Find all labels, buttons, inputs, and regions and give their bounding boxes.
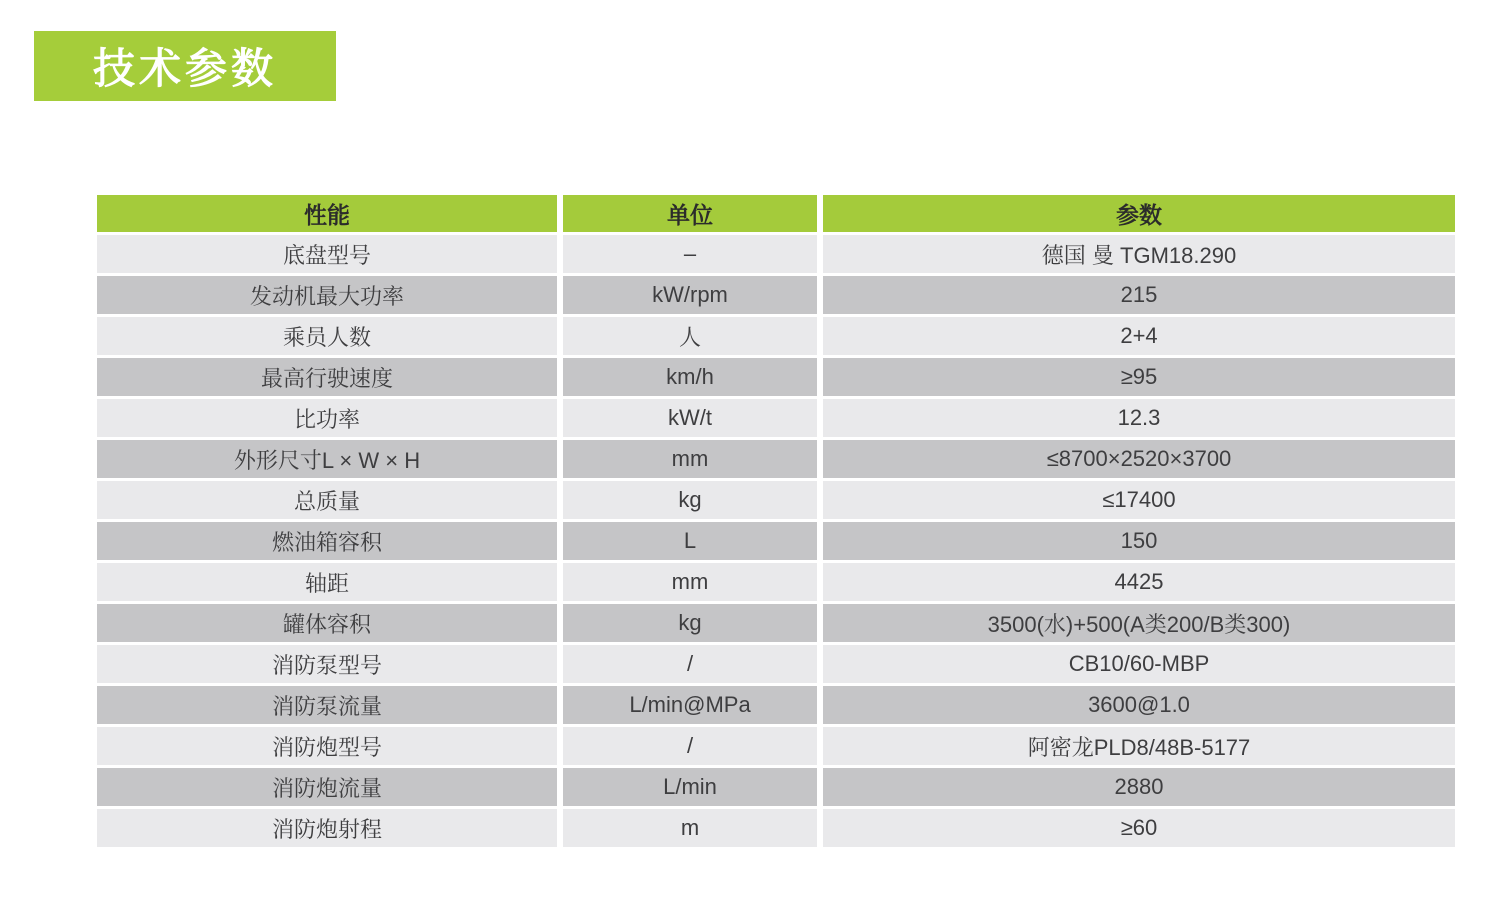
spec-value-cell: ≤17400 — [823, 481, 1455, 522]
spec-value-cell: ≥95 — [823, 358, 1455, 399]
spec-table — [97, 195, 1455, 850]
spec-name-cell: 底盘型号 — [97, 235, 563, 276]
spec-value-cell: 3600@1.0 — [823, 686, 1455, 727]
spec-name-cell: 总质量 — [97, 481, 563, 522]
spec-unit-cell: – — [563, 235, 823, 276]
section-title-badge — [34, 31, 336, 101]
spec-unit-cell: kW/t — [563, 399, 823, 440]
spec-unit-cell: kg — [563, 481, 823, 522]
table-row — [97, 358, 1455, 399]
table-row — [97, 768, 1455, 809]
spec-name-cell: 消防泵流量 — [97, 686, 563, 727]
spec-unit-cell: L — [563, 522, 823, 563]
table-row — [97, 440, 1455, 481]
table-row — [97, 727, 1455, 768]
spec-name-cell: 发动机最大功率 — [97, 276, 563, 317]
spec-name-cell: 比功率 — [97, 399, 563, 440]
spec-unit-cell: / — [563, 727, 823, 768]
table-row — [97, 276, 1455, 317]
spec-unit-cell: m — [563, 809, 823, 850]
spec-name-cell: 罐体容积 — [97, 604, 563, 645]
spec-name-cell: 外形尺寸L × W × H — [97, 440, 563, 481]
table-row — [97, 522, 1455, 563]
table-row — [97, 399, 1455, 440]
spec-value-cell: 4425 — [823, 563, 1455, 604]
spec-unit-cell: kW/rpm — [563, 276, 823, 317]
table-row — [97, 235, 1455, 276]
spec-value-cell: 2880 — [823, 768, 1455, 809]
spec-value-cell: ≥60 — [823, 809, 1455, 850]
spec-value-cell: 德国 曼 TGM18.290 — [823, 235, 1455, 276]
spec-name-cell: 消防泵型号 — [97, 645, 563, 686]
spec-name-cell: 燃油箱容积 — [97, 522, 563, 563]
spec-value-cell: ≤8700×2520×3700 — [823, 440, 1455, 481]
spec-value-cell: CB10/60-MBP — [823, 645, 1455, 686]
section-title: 技术参数 — [92, 45, 277, 92]
spec-unit-cell: L/min@MPa — [563, 686, 823, 727]
table-row — [97, 645, 1455, 686]
table-header-row — [97, 195, 1455, 235]
spec-name-cell: 消防炮流量 — [97, 768, 563, 809]
spec-value-cell: 3500(水)+500(A类200/B类300) — [823, 604, 1455, 645]
table-row — [97, 686, 1455, 727]
spec-value-cell: 2+4 — [823, 317, 1455, 358]
spec-unit-cell: L/min — [563, 768, 823, 809]
spec-unit-cell: mm — [563, 563, 823, 604]
table-row — [97, 809, 1455, 850]
spec-name-cell: 最高行驶速度 — [97, 358, 563, 399]
spec-value-cell: 阿密龙PLD8/48B-5177 — [823, 727, 1455, 768]
table-row — [97, 317, 1455, 358]
column-header-performance: 性能 — [97, 195, 563, 235]
spec-value-cell: 215 — [823, 276, 1455, 317]
spec-name-cell: 乘员人数 — [97, 317, 563, 358]
spec-value-cell: 150 — [823, 522, 1455, 563]
column-header-parameter: 参数 — [823, 195, 1455, 235]
spec-unit-cell: 人 — [563, 317, 823, 358]
spec-unit-cell: / — [563, 645, 823, 686]
spec-unit-cell: km/h — [563, 358, 823, 399]
spec-name-cell: 消防炮型号 — [97, 727, 563, 768]
spec-unit-cell: mm — [563, 440, 823, 481]
spec-unit-cell: kg — [563, 604, 823, 645]
table-row — [97, 563, 1455, 604]
spec-name-cell: 轴距 — [97, 563, 563, 604]
table-row — [97, 604, 1455, 645]
spec-value-cell: 12.3 — [823, 399, 1455, 440]
spec-name-cell: 消防炮射程 — [97, 809, 563, 850]
table-row — [97, 481, 1455, 522]
column-header-unit: 单位 — [563, 195, 823, 235]
